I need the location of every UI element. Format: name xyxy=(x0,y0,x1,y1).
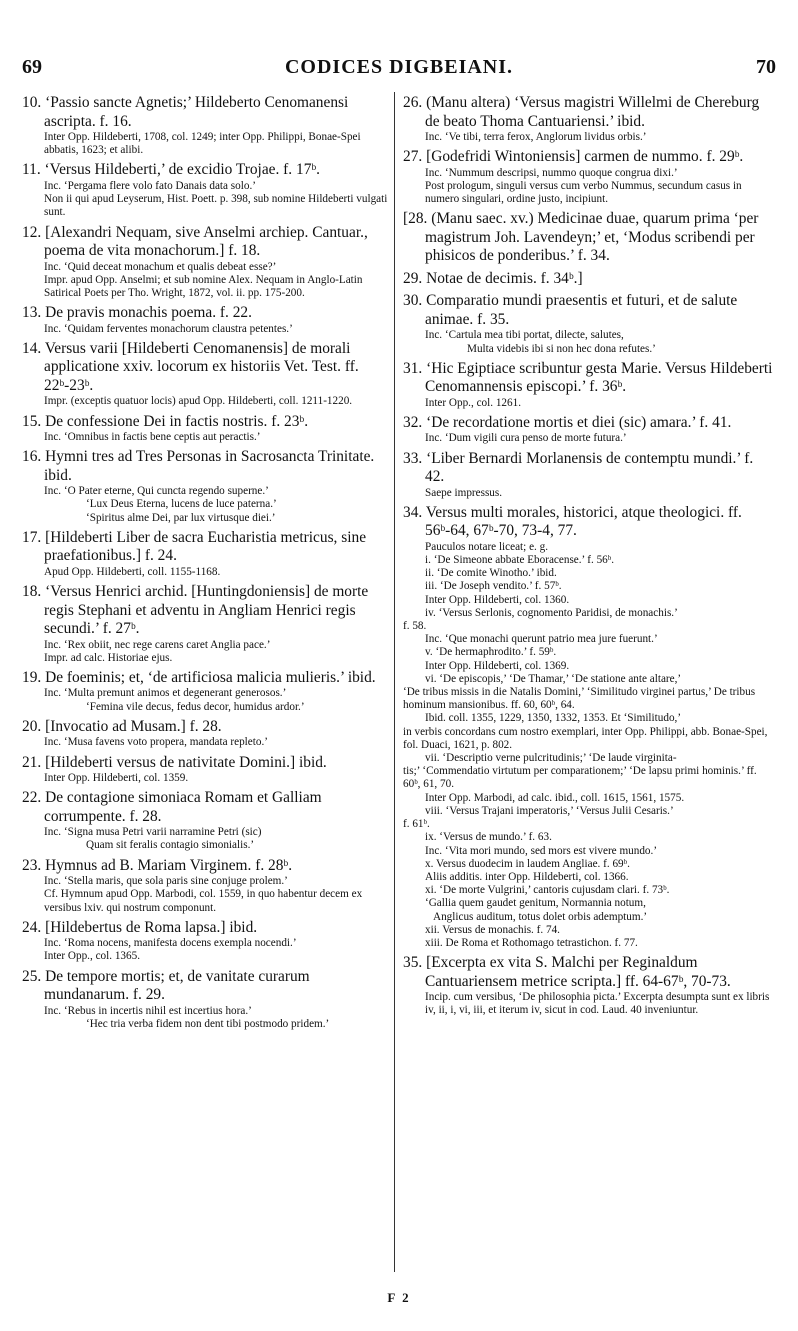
catalogue-entry xyxy=(403,292,776,355)
entry-title xyxy=(22,789,392,826)
entry-note-line: xii. Versus de monachis. f. 74. xyxy=(425,923,560,936)
entry-note-line: Inc. ‘O Pater eterne, Qui cuncta regendo superne.’ xyxy=(44,485,269,498)
entry-title xyxy=(403,292,776,329)
catalogue-entry xyxy=(22,789,392,852)
entry-note-line: Inc. ‘Multa premunt animos et degenerant generosos.’ xyxy=(44,687,287,700)
entry-number: 26. xyxy=(403,94,423,111)
entry-note-line: Incip. cum versibus, ‘De philosophia picta.’ Excerpta desumpta sunt ex libris iv, ii, i, vi, iii, et iterum iv, sicut in cod. Laud. 40 inveniuntur. xyxy=(425,991,770,1017)
entry-note-line: ii. ‘De comite Winotho.’ ibid. xyxy=(425,567,557,580)
entry-note-line: i. ‘De Simeone abbate Eboracense.’ f. 56ᵇ. xyxy=(425,554,615,567)
entry-title-text: Versus multi morales, historici, atque theologici. ff. 56ᵇ-64, 67ᵇ-70, 73-4, 77. xyxy=(425,503,742,540)
entry-note-line: ‘Lux Deus Eterna, lucens de luce paterna.’ xyxy=(86,498,277,511)
entry-number: 14. xyxy=(22,339,42,357)
left-column xyxy=(22,94,392,1035)
entry-note-line: f. 61ᵇ. xyxy=(403,818,430,831)
entry-note-line: Cf. Hymnum apud Opp. Marbodi, col. 1559, in quo habentur decem ex versibus lxiv. qui nostrum componunt. xyxy=(44,888,363,914)
entry-title-text: De contagione simoniaca Romam et Galliam corrumpente. f. 28. xyxy=(44,789,322,825)
catalogue-entry xyxy=(403,504,776,950)
catalogue-entry xyxy=(403,94,776,144)
entry-note-line: Inc. ‘Nummum descripsi, nummo quoque congrua dixi.’ xyxy=(425,166,678,179)
entry-note-line: Inter Opp. Marbodi, ad calc. ibid., coll. 1615, 1561, 1575. xyxy=(425,791,685,804)
entry-title xyxy=(22,583,392,639)
entry-note-line: ix. ‘Versus de mundo.’ f. 63. xyxy=(425,831,552,844)
entry-number: 21. xyxy=(22,753,42,771)
catalogue-entry xyxy=(22,161,392,219)
entry-number: 25. xyxy=(22,967,42,985)
entry-note-line: Impr. ad calc. Historiae ejus. xyxy=(44,651,173,664)
entry-number: 16. xyxy=(22,448,42,466)
entry-number: 12. xyxy=(22,223,42,241)
entry-title-text: De confessione Dei in factis nostris. f. 23ᵇ. xyxy=(45,412,309,430)
entry-title xyxy=(403,270,776,289)
entry-note-line: iii. ‘De Joseph vendito.’ f. 57ᵇ. xyxy=(425,580,562,593)
entry-note-line: Inc. ‘Rebus in incertis nihil est incertius hora.’ xyxy=(44,1004,252,1017)
entry-title xyxy=(403,148,776,167)
entry-title-text: (Manu saec. xv.) Medicinae duae, quarum prima ‘per magistrum Joh. Lavendeyn;’ et, ‘Modus scribendi per phisicos de ponderibus.’ f. 34. xyxy=(425,210,759,265)
right-column xyxy=(403,94,776,1022)
entry-number: 18. xyxy=(22,583,42,601)
entry-note-line: vii. ‘Descriptio verne pulcritudinis;’ ‘De laude virginita- xyxy=(425,752,677,765)
catalogue-entry xyxy=(22,448,392,525)
entry-note-line: xi. ‘De morte Vulgrini,’ cantoris cujusdam clari. f. 73ᵇ. xyxy=(425,884,670,897)
catalogue-entry xyxy=(22,304,392,336)
entry-number: 20. xyxy=(22,717,42,735)
catalogue-entry xyxy=(22,754,392,786)
catalogue-entry xyxy=(22,340,392,409)
entry-note-line: Inter Opp., col. 1261. xyxy=(425,396,522,409)
entry-title-text: (Manu altera) ‘Versus magistri Willelmi de Chereburg de beato Thoma Cantuariensi.’ ibid. xyxy=(425,94,760,130)
entry-note-line: Inter Opp. Hildeberti, col. 1359. xyxy=(44,772,189,785)
catalogue-entry xyxy=(403,450,776,500)
entry-title xyxy=(22,161,392,180)
entry-number: 13. xyxy=(22,304,42,322)
entry-note-line: Inc. ‘Musa favens voto propera, mandata repleto.’ xyxy=(44,736,268,749)
entry-note-line: Post prologum, singuli versus cum verbo Nummus, secundum casus in numero singulari, ordine justo, incipiunt. xyxy=(425,179,742,206)
catalogue-entry xyxy=(403,414,776,446)
entry-number: 15. xyxy=(22,412,42,430)
entry-note-line: Inc. ‘Pergama flere volo fato Danais data solo.’ xyxy=(44,179,256,192)
entry-title-text: ‘De recordatione mortis et diei (sic) amara.’ f. 41. xyxy=(426,413,732,431)
entry-number: 35. xyxy=(403,954,423,972)
signature-mark: F 2 xyxy=(387,1290,411,1305)
entry-title-text: [Hildebertus de Roma lapsa.] ibid. xyxy=(45,918,258,936)
entry-note-line: Non ii qui apud Leyserum, Hist. Poett. p. 398, sub nomine Hildeberti vulgati sunt. xyxy=(44,193,388,219)
entry-note-line: v. ‘De hermaphrodito.’ f. 59ᵇ. xyxy=(425,646,557,659)
entry-title-text: De tempore mortis; et, de vanitate curarum mundanarum. f. 29. xyxy=(44,967,310,1004)
entry-title-text: Notae de decimis. f. 34ᵇ.] xyxy=(426,269,583,287)
catalogue-entry xyxy=(22,529,392,579)
entry-title xyxy=(22,529,392,566)
entry-title xyxy=(22,340,392,396)
catalogue-entry xyxy=(22,224,392,301)
running-title: CODICES DIGBEIANI. xyxy=(284,56,514,78)
entry-title xyxy=(22,718,392,737)
entry-note-line: Inc. ‘Quidam ferventes monachorum claustra petentes.’ xyxy=(44,322,293,335)
entry-note-line: Inc. ‘Cartula mea tibi portat, dilecte, salutes, xyxy=(425,329,624,342)
entry-note-line: Anglicus auditum, totus dolet orbis ademptum.’ xyxy=(433,910,648,923)
entry-title-text: [Hildeberti versus de nativitate Domini.] ibid. xyxy=(45,753,327,771)
entry-title-text: Versus varii [Hildeberti Cenomanensis] de morali applicatione xxiv. locorum ex historiis Vet. Test. ff. 22ᵇ-23ᵇ. xyxy=(44,339,359,394)
column-divider xyxy=(394,92,395,1272)
entry-note-line: xiii. De Roma et Rothomago tetrastichon. f. 77. xyxy=(425,936,638,949)
entry-note-line: iv. ‘Versus Serlonis, cognomento Paridisi, de monachis.’ xyxy=(425,606,678,619)
entry-note-line: Inc. ‘Vita mori mundo, sed mors est vivere mundo.’ xyxy=(425,844,658,857)
entry-number: 30. xyxy=(403,292,423,310)
entry-note-line: Pauculos notare liceat; e. g. xyxy=(425,540,549,553)
entry-title xyxy=(22,413,392,432)
entry-title-text: ‘Liber Bernardi Morlanensis de contemptu mundi.’ f. 42. xyxy=(425,449,754,486)
entry-title xyxy=(403,94,776,131)
entry-number: 31. xyxy=(403,359,423,377)
entry-note-line: Impr. (exceptis quatuor locis) apud Opp. Hildeberti, coll. 1211-1220. xyxy=(44,395,353,408)
page-number-right: 70 xyxy=(756,56,776,78)
catalogue-entry xyxy=(403,210,776,266)
entry-title-text: ‘Passio sancte Agnetis;’ Hildeberto Cenomanensi ascripta. f. 16. xyxy=(44,94,349,130)
entry-title-text: Comparatio mundi praesentis et futuri, et de salute animae. f. 35. xyxy=(425,292,738,328)
entry-note-line: Saepe impressus. xyxy=(425,486,503,499)
entry-title-text: Hymnus ad B. Mariam Virginem. f. 28ᵇ. xyxy=(45,856,293,874)
page-header xyxy=(22,56,776,86)
entry-note-line: Impr. apud Opp. Anselmi; et sub nomine Alex. Nequam in Anglo-Latin Satirical Poets per Tho. Wright, 1872, vol. ii. pp. 175-200. xyxy=(44,273,363,299)
catalogue-entry xyxy=(403,360,776,410)
entry-note-line: viii. ‘Versus Trajani imperatoris,’ ‘Versus Julii Cesaris.’ xyxy=(425,804,674,817)
entry-title-text: ‘Hic Egiptiace scribuntur gesta Marie. Versus Hildeberti Cenomannensis episcopi.’ f. 36ᵇ. xyxy=(425,359,773,396)
entry-note-line: Inter Opp. Hildeberti, col. 1369. xyxy=(425,659,570,672)
entry-note-line: ‘Spiritus alme Dei, par lux virtusque diei.’ xyxy=(86,511,276,524)
catalogue-entry xyxy=(22,919,392,964)
entry-number: [28. xyxy=(403,210,428,228)
entry-note-line: Inc. ‘Omnibus in factis bene ceptis aut peractis.’ xyxy=(44,431,261,444)
catalogue-entry xyxy=(22,413,392,445)
entry-title-text: [Alexandri Nequam, sive Anselmi archiep. Cantuar., poema de vita monachorum.] f. 18. xyxy=(44,223,368,260)
catalogue-entry xyxy=(22,583,392,665)
entry-title-text: [Invocatio ad Musam.] f. 28. xyxy=(45,717,222,735)
page-number-left: 69 xyxy=(22,56,42,78)
entry-title xyxy=(22,919,392,938)
entry-note-line: Apud Opp. Hildeberti, coll. 1155-1168. xyxy=(44,565,221,578)
entry-number: 19. xyxy=(22,668,42,686)
catalogue-entry xyxy=(22,968,392,1031)
entry-note-line: Inter Opp., col. 1365. xyxy=(44,950,141,963)
entry-number: 33. xyxy=(403,449,423,467)
entry-title-text: ‘Versus Henrici archid. [Huntingdoniensis] de morte regis Stephani et adventu in Angliam Henrici regis secundi.’ f. 27ᵇ. xyxy=(44,583,369,638)
catalogue-entry xyxy=(22,718,392,750)
entry-title xyxy=(403,360,776,397)
entry-note-line: ‘Femina vile decus, fedus decor, humidus ardor.’ xyxy=(86,700,305,713)
catalogue-entry xyxy=(403,954,776,1017)
entry-title xyxy=(22,968,392,1005)
entry-note-line: Aliis additis. inter Opp. Hildeberti, col. 1366. xyxy=(425,870,629,883)
entry-note-line: ‘Gallia quem gaudet genitum, Normannia notum, xyxy=(425,897,646,910)
entry-title-text: [Hildeberti Liber de sacra Eucharistia metricus, sine praefationibus.] f. 24. xyxy=(44,528,367,565)
entry-number: 29. xyxy=(403,269,423,287)
entry-title-text: ‘Versus Hildeberti,’ de excidio Trojae. f. 17ᵇ. xyxy=(44,161,320,179)
entry-number: 11. xyxy=(22,161,41,179)
entry-note-line: Inc. ‘Quid deceat monachum et qualis debeat esse?’ xyxy=(44,260,277,273)
entry-title xyxy=(22,448,392,485)
entry-note-line: Quam sit feralis contagio simonialis.’ xyxy=(86,839,255,852)
entry-title-text: [Excerpta ex vita S. Malchi per Reginaldum Cantuariensem metrice scripta.] ff. 64-67ᵇ, 70-73. xyxy=(425,954,731,990)
entry-title xyxy=(403,210,776,266)
entry-title-text: [Godefridi Wintoniensis] carmen de nummo. f. 29ᵇ. xyxy=(426,148,744,166)
entry-note-line: Inc. ‘Signa musa Petri varii narramine Petri (sic) xyxy=(44,826,262,839)
entry-number: 23. xyxy=(22,856,42,874)
entry-note-line: Inter Opp. Hildeberti, 1708, col. 1249; inter Opp. Philippi, Bonae-Spei abbatis, 1623; et alibi. xyxy=(44,131,361,157)
entry-note-line: x. Versus duodecim in laudem Angliae. f. 69ᵇ. xyxy=(425,857,630,870)
entry-number: 27. xyxy=(403,148,423,166)
entry-note-line: f. 58. xyxy=(403,620,427,633)
entry-note-line: Inc. ‘Que monachi querunt patrio mea jure fuerunt.’ xyxy=(425,633,658,646)
catalogue-entry xyxy=(22,669,392,714)
entry-note-line: tis;’ ‘Commendatio virtutum per comparationem;’ ‘De lapsu primi hominis.’ ff. 60ᵇ, 61, 70. xyxy=(403,765,757,791)
entry-note-line: Inc. ‘Ve tibi, terra ferox, Anglorum lividus orbis.’ xyxy=(425,131,647,143)
entry-note-line: vi. ‘De episcopis,’ ‘De Thamar,’ ‘De statione ante altare,’ xyxy=(425,672,682,685)
entry-number: 24. xyxy=(22,918,42,936)
entry-note-line: in verbis concordans cum nostro exemplari, inter Opp. Philippi, abb. Bonae-Spei, fol. Duaci, 1621, p. 802. xyxy=(403,725,768,751)
entry-title xyxy=(22,669,392,688)
entry-title xyxy=(22,94,392,131)
entry-title-text: De foeminis; et, ‘de artificiosa malicia mulieris.’ ibid. xyxy=(45,668,376,686)
entry-title xyxy=(22,224,392,261)
entry-number: 34. xyxy=(403,503,423,521)
entry-title-text: De pravis monachis poema. f. 22. xyxy=(45,304,252,322)
entry-note-line: Ibid. coll. 1355, 1229, 1350, 1332, 1353. Et ‘Similitudo,’ xyxy=(425,712,682,725)
entry-title xyxy=(403,954,776,991)
entry-note-line: ‘De tribus missis in die Natalis Domini,’ ‘Similitudo virginei partus,’ De tribus hominum mansionibus. ff. 60, 60ᵇ, 64. xyxy=(403,686,756,712)
entry-note-line: Inc. ‘Rex obiit, nec rege carens caret Anglia pace.’ xyxy=(44,638,271,651)
entry-title xyxy=(403,414,776,433)
catalogue-entry xyxy=(22,857,392,915)
entry-title xyxy=(22,857,392,876)
entry-title xyxy=(22,754,392,773)
catalogue-entry xyxy=(22,94,392,157)
entry-title xyxy=(22,304,392,323)
entry-note-line: ‘Hec tria verba fidem non dent tibi postmodo pridem.’ xyxy=(86,1017,330,1030)
entry-note-line: Multa videbis ibi si non hec dona refutes.’ xyxy=(467,342,656,355)
catalogue-entry xyxy=(403,270,776,289)
entry-title-text: Hymni tres ad Tres Personas in Sacrosancta Trinitate. ibid. xyxy=(44,448,375,484)
entry-note-line: Inter Opp. Hildeberti, col. 1360. xyxy=(425,593,570,606)
entry-number: 22. xyxy=(22,789,42,807)
entry-number: 32. xyxy=(403,413,423,431)
catalogue-entry xyxy=(403,148,776,206)
entry-note-line: Inc. ‘Dum vigili cura penso de morte futura.’ xyxy=(425,432,627,445)
entry-title xyxy=(403,450,776,487)
entry-number: 10. xyxy=(22,94,42,111)
entry-note-line: Inc. ‘Stella maris, que sola paris sine conjuge prolem.’ xyxy=(44,875,288,888)
entry-title xyxy=(403,504,776,541)
entry-number: 17. xyxy=(22,528,42,546)
entry-note-line: Inc. ‘Roma nocens, manifesta docens exempla nocendi.’ xyxy=(44,937,297,950)
